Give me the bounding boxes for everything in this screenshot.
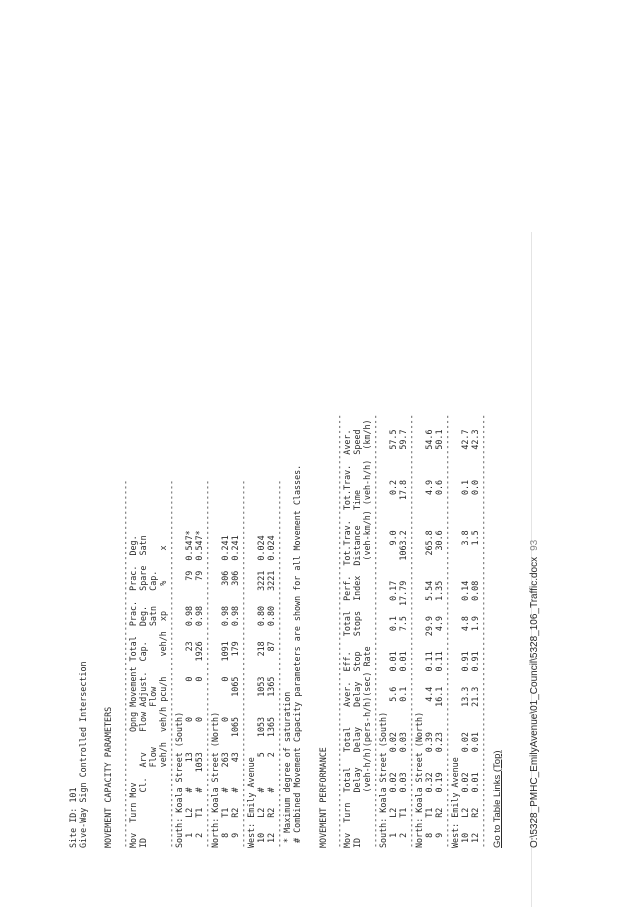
capacity-header-line: ID Cl. Arv Flow Adjust. Cap. Deg. Spare Satn bbox=[138, 535, 148, 848]
capacity-note: # Combined Movement Capacity parameters are shown for all Movement Classes. bbox=[292, 464, 302, 848]
rotated-document-page bbox=[48, 18, 548, 868]
capacity-header-line: Flow Flow Satn Cap. bbox=[148, 570, 158, 848]
capacity-table-row: 10 L2 # 5 1053 1053 218 0.80 3221 0.024 bbox=[256, 535, 266, 848]
performance-header-line: Mov Turn Total Total Aver. Eff. Total Perf. Tot.Trav. Tot.Trav. Aver. bbox=[342, 429, 352, 848]
performance-table-row: 12 R2 0.01 0.01 21.3 0.91 1.9 0.08 1.5 0.0 42.3 bbox=[470, 429, 480, 848]
site-description: Give-Way Sign Controlled Intersection bbox=[78, 661, 88, 848]
capacity-top-rule: ------------------------------------------------------------------------- bbox=[120, 479, 130, 848]
performance-header-rule: -------------------------------------------------------------------------------------- bbox=[370, 414, 380, 848]
performance-header-line: ID Delay Delay Delay Stop Stops Index Distance Time Speed bbox=[352, 429, 362, 848]
page-number: 93 bbox=[529, 539, 540, 551]
document-path-footer bbox=[529, 540, 540, 848]
performance-bottom-rule: -------------------------------------------------------------------------------------- bbox=[478, 414, 488, 848]
capacity-group-rule: ------------------------------------------------------------------------- bbox=[202, 479, 212, 848]
capacity-approach-label: North: Koala Street (North) bbox=[210, 711, 220, 848]
performance-table-row: 2 T1 0.03 0.03 0.1 0.01 7.5 17.79 1063.2 17.8 59.7 bbox=[398, 429, 408, 848]
performance-top-rule: -------------------------------------------------------------------------------------- bbox=[334, 414, 344, 848]
capacity-table-row: 2 T1 # 1053 0 0 1926 0.98 79 0.547* bbox=[194, 530, 204, 848]
capacity-approach-label: West: Emily Avenue bbox=[246, 757, 256, 848]
capacity-table-row: 8 T1 # 263 0 0 1091 0.98 306 0.241 bbox=[220, 535, 230, 848]
capacity-note: * Maximum degree of saturation bbox=[282, 691, 292, 848]
go-to-table-links-link[interactable]: Go to Table Links (Top) bbox=[492, 750, 503, 848]
capacity-table-row: 12 R2 # 2 1365 1365 87 0.80 3221 0.024 bbox=[266, 535, 276, 848]
performance-table-row: 9 R2 0.19 0.23 16.1 0.11 4.9 1.35 30.6 0.6 50.1 bbox=[434, 429, 444, 848]
capacity-table-row: 9 R2 # 43 1065 1065 179 0.98 306 0.241 bbox=[230, 535, 240, 848]
document-path: O:\5328_PMHC_EmilyAvenue\01_Council\5328_106_Traffic.docx bbox=[529, 556, 540, 848]
performance-approach-label: South: Koala Street (South) bbox=[378, 711, 388, 848]
capacity-header-line: veh/h veh/h pcu/h veh/h xp % x bbox=[158, 545, 168, 848]
performance-table-row: 1 L2 0.02 0.02 5.6 0.01 0.1 0.17 9.0 0.2 57.5 bbox=[388, 429, 398, 848]
capacity-header-line: Mov Turn Mov Opng Movement Total Prac. Prac. Deg. bbox=[128, 535, 138, 848]
performance-group-rule: -------------------------------------------------------------------------------------- bbox=[442, 414, 452, 848]
performance-table-row: 10 L2 0.02 0.02 13.3 0.91 4.8 0.14 3.8 0.1 42.7 bbox=[460, 429, 470, 848]
capacity-bottom-rule: ------------------------------------------------------------------------- bbox=[274, 479, 284, 848]
capacity-section-title: MOVEMENT CAPACITY PARAMETERS bbox=[103, 706, 113, 848]
capacity-group-rule: ------------------------------------------------------------------------- bbox=[238, 479, 248, 848]
site-id: Site ID: 101 bbox=[68, 787, 78, 848]
performance-header-line: (veh-h/h)(pers-h/h)(sec) Rate (veh-km/h) (veh-h/h) (km/h) bbox=[362, 419, 372, 848]
performance-approach-label: West: Emily Avenue bbox=[450, 757, 460, 848]
capacity-header-rule: ------------------------------------------------------------------------- bbox=[166, 479, 176, 848]
capacity-table-row: 1 L2 # 13 0 0 23 0.98 79 0.547* bbox=[184, 530, 194, 848]
performance-table-row: 8 T1 0.32 0.39 4.4 0.11 29.9 5.54 265.8 4.9 54.6 bbox=[424, 429, 434, 848]
performance-group-rule: -------------------------------------------------------------------------------------- bbox=[406, 414, 416, 848]
performance-section-title: MOVEMENT PERFORMANCE bbox=[318, 747, 328, 848]
capacity-approach-label: South: Koala Street (South) bbox=[174, 711, 184, 848]
performance-approach-label: North: Koala Street (North) bbox=[414, 711, 424, 848]
